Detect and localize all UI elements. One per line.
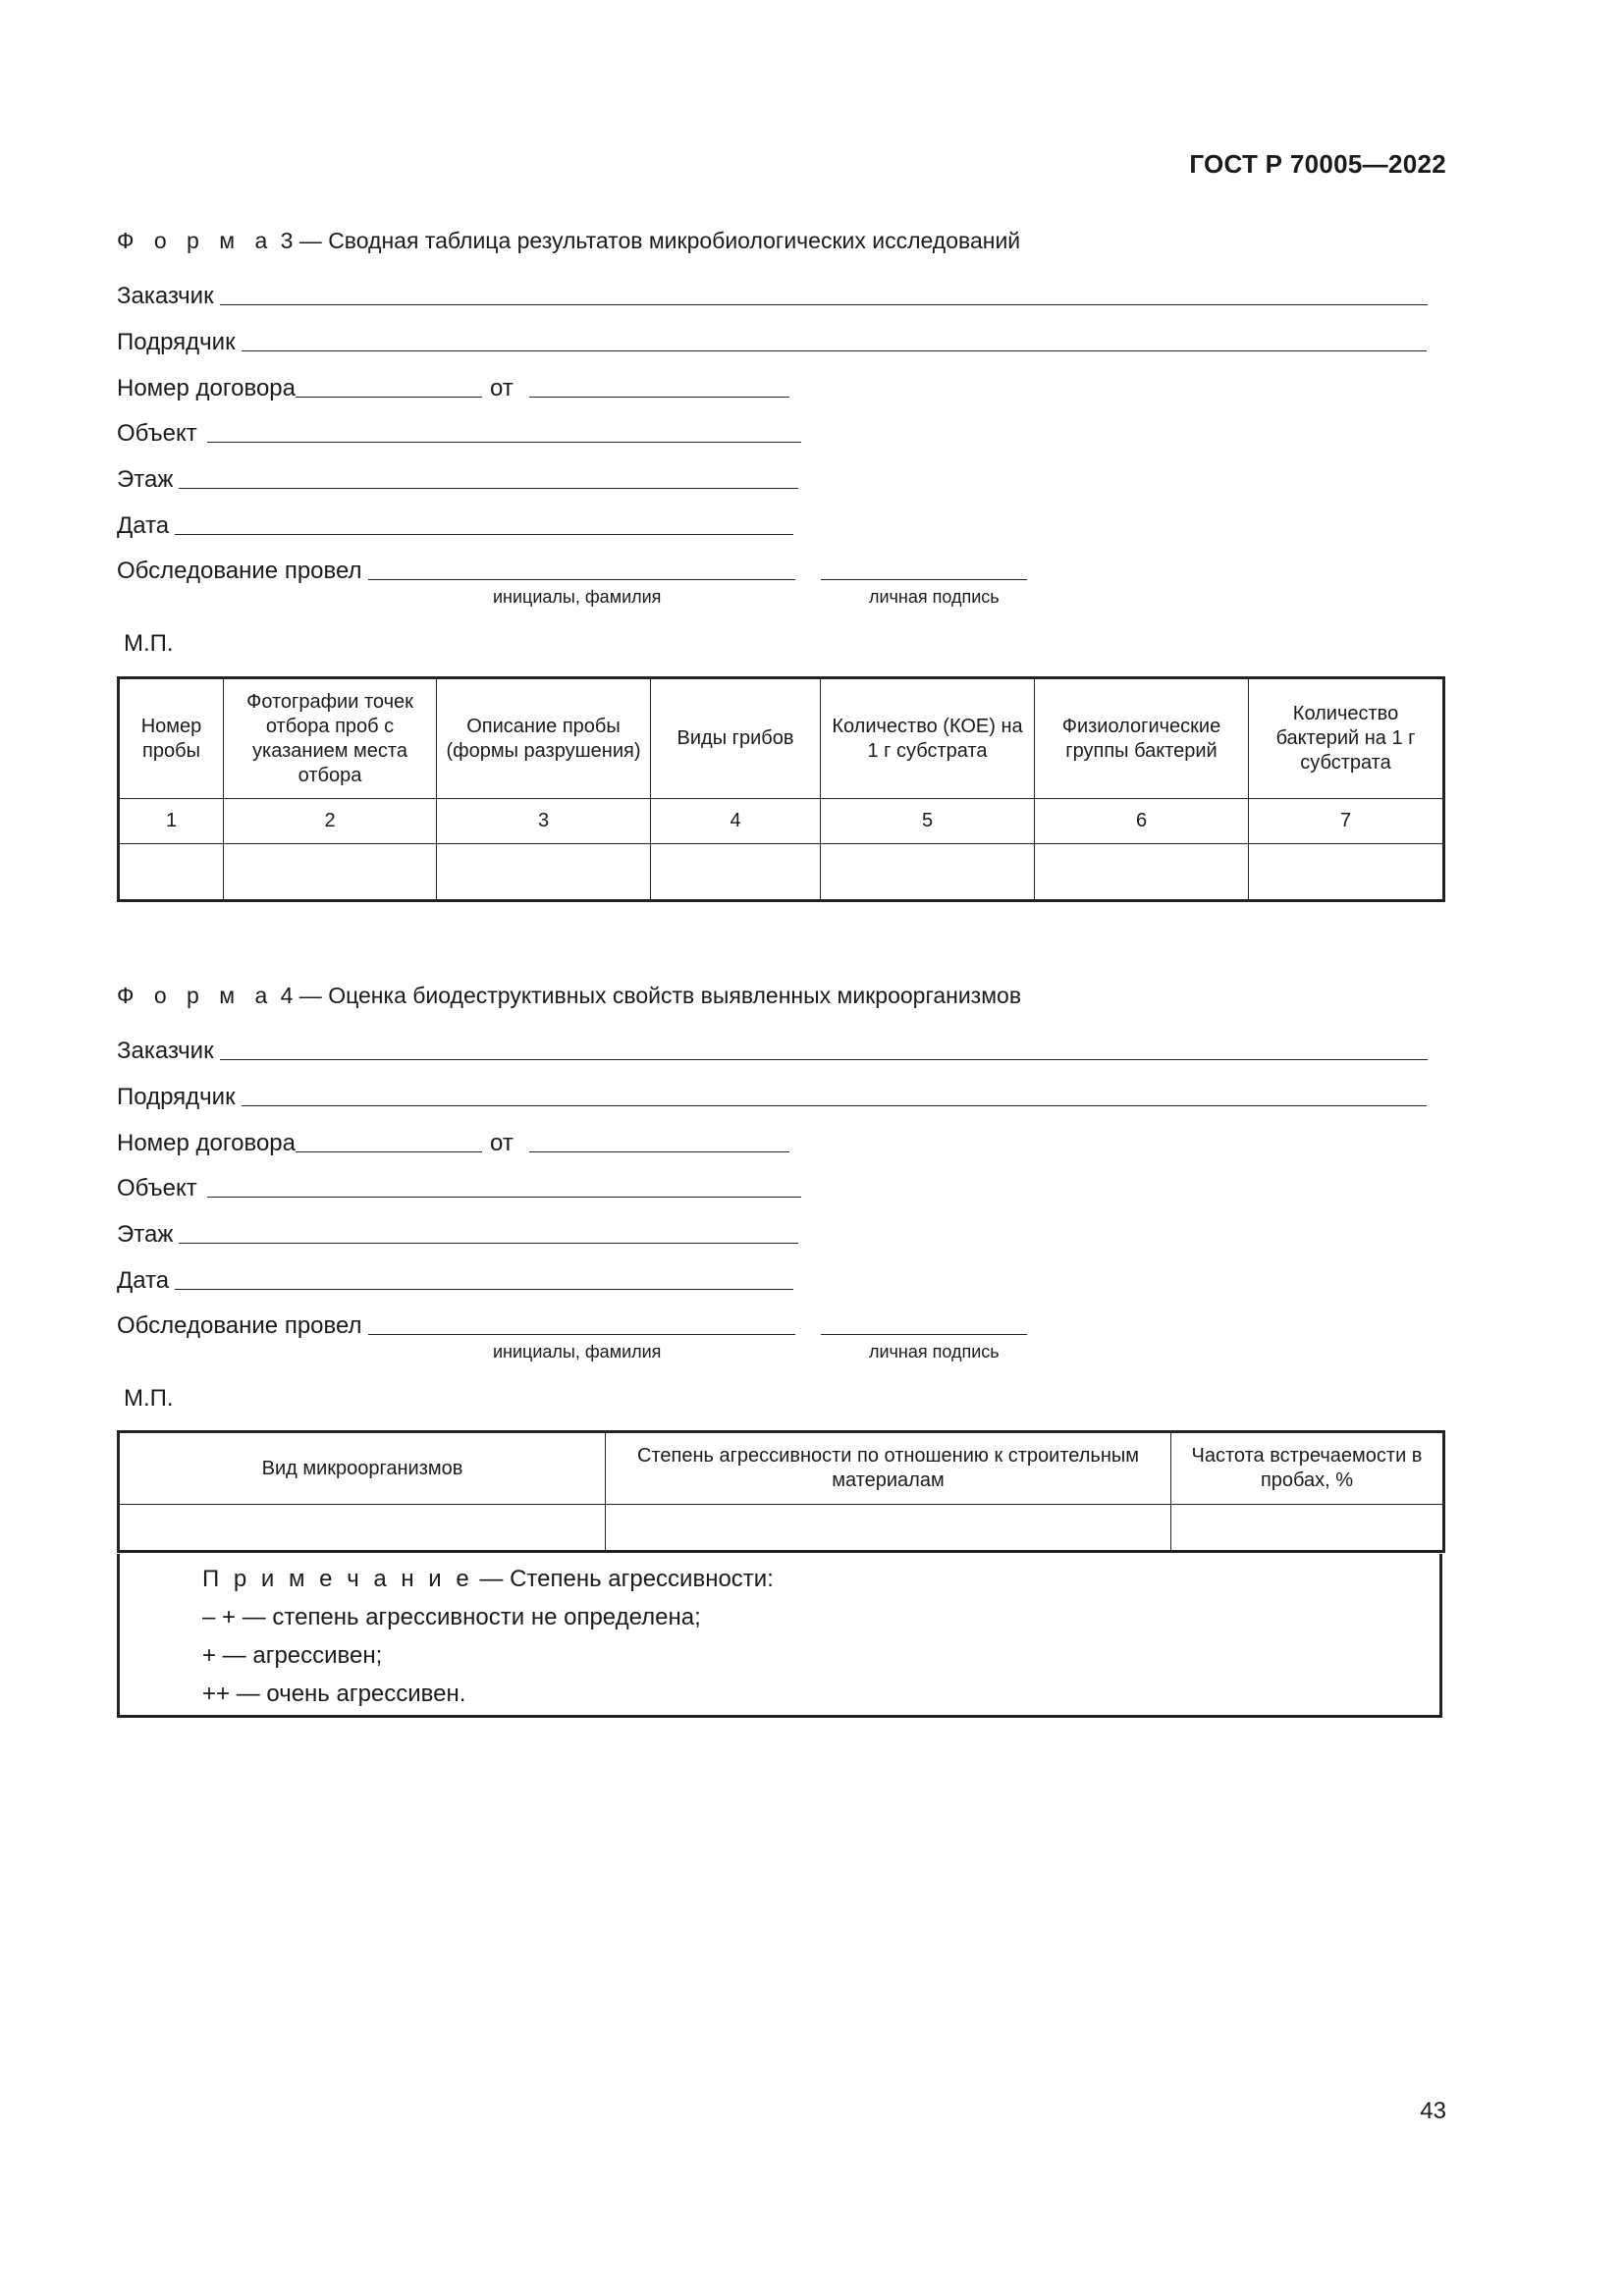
- form3-empty-cell[interactable]: [651, 844, 821, 901]
- form3-object-label: Объект: [117, 420, 197, 447]
- form3-inspector-name-line[interactable]: [368, 578, 795, 580]
- form3-contract-label: Номер договора: [117, 375, 296, 401]
- form3-floor-line[interactable]: [179, 487, 798, 489]
- form4-header-row: [119, 1432, 1444, 1505]
- form3-signature-line[interactable]: [821, 578, 1027, 580]
- form3-contract-field: [117, 373, 789, 402]
- form4-note-label: П р и м е ч а н и е: [202, 1566, 473, 1592]
- form3-floor-field: [117, 464, 798, 494]
- form3-title: [117, 228, 1020, 254]
- form4-from-label: от: [490, 1130, 514, 1156]
- form4-empty-cell[interactable]: [606, 1505, 1171, 1552]
- form4-customer-label: Заказчик: [117, 1038, 214, 1064]
- form4-empty-row: [119, 1505, 1444, 1552]
- form4-floor-line[interactable]: [179, 1242, 798, 1244]
- form3-empty-cell[interactable]: [1035, 844, 1249, 901]
- form4-stamp-mark: М.П.: [124, 1385, 174, 1412]
- form3-stamp-mark: М.П.: [124, 630, 174, 657]
- form4-note-item: – + — степень агрессивности не определена;: [202, 1604, 701, 1630]
- form3-number-row: [119, 799, 1444, 844]
- form3-col-header: Описание пробы (формы разрушения): [437, 678, 651, 799]
- form3-contract-date-line[interactable]: [529, 396, 789, 398]
- form4-note-item: ++ — очень агрессивен.: [202, 1681, 466, 1707]
- form3-initials-caption: инициалы, фамилия: [493, 587, 662, 607]
- form3-col-header: Фотографии точек отбора проб с указанием места отбора: [224, 678, 437, 799]
- form3-object-field: [117, 418, 801, 448]
- form3-from-label: от: [490, 375, 514, 401]
- form4-empty-cell[interactable]: [119, 1505, 606, 1552]
- form3-results-table: [117, 676, 1445, 902]
- form4-empty-cell[interactable]: [1171, 1505, 1444, 1552]
- form3-empty-cell[interactable]: [821, 844, 1035, 901]
- form4-object-label: Объект: [117, 1175, 197, 1201]
- form3-inspector-field: [117, 556, 1027, 585]
- form3-floor-label: Этаж: [117, 466, 174, 493]
- form3-col-number: 2: [224, 799, 437, 844]
- form4-contract-number-line[interactable]: [296, 1150, 482, 1152]
- form4-contract-label: Номер договора: [117, 1130, 296, 1156]
- page-number: 43: [1420, 2098, 1446, 2124]
- form4-date-line[interactable]: [175, 1288, 793, 1290]
- form3-empty-row: [119, 844, 1444, 901]
- form4-initials-caption: инициалы, фамилия: [493, 1342, 662, 1362]
- form4-contractor-label: Подрядчик: [117, 1084, 236, 1110]
- form3-title-text: 3 — Сводная таблица результатов микробиологических исследований: [280, 228, 1021, 253]
- form4-contract-date-line[interactable]: [529, 1150, 789, 1152]
- form4-date-field: [117, 1265, 793, 1295]
- form3-col-number: 3: [437, 799, 651, 844]
- form3-col-number: 1: [119, 799, 224, 844]
- form4-customer-line[interactable]: [220, 1058, 1428, 1060]
- form3-contractor-line[interactable]: [242, 349, 1427, 351]
- form3-empty-cell[interactable]: [1249, 844, 1444, 901]
- form3-col-header: Виды грибов: [651, 678, 821, 799]
- document-code: ГОСТ Р 70005—2022: [1189, 149, 1446, 179]
- form3-col-header: Количество бактерий на 1 г субстрата: [1249, 678, 1444, 799]
- form3-empty-cell[interactable]: [437, 844, 651, 901]
- form3-date-label: Дата: [117, 512, 170, 539]
- form4-inspector-label: Обследование провел: [117, 1312, 362, 1339]
- form3-customer-line[interactable]: [220, 303, 1428, 305]
- form4-col-header: Степень агрессивности по отношению к строительным материалам: [606, 1432, 1171, 1505]
- form4-note-heading: [202, 1566, 774, 1593]
- form3-customer-label: Заказчик: [117, 283, 214, 309]
- form4-floor-field: [117, 1219, 798, 1249]
- form4-note-title: — Степень агрессивности:: [479, 1566, 774, 1592]
- form3-col-header: Количество (КОЕ) на 1 г субстрата: [821, 678, 1035, 799]
- form4-object-field: [117, 1173, 801, 1202]
- form3-col-number: 5: [821, 799, 1035, 844]
- form4-date-label: Дата: [117, 1267, 170, 1294]
- form4-assessment-table: [117, 1430, 1445, 1553]
- form3-header-row: [119, 678, 1444, 799]
- form4-contractor-field: [117, 1082, 1427, 1111]
- form3-contract-number-line[interactable]: [296, 396, 482, 398]
- form4-floor-label: Этаж: [117, 1221, 174, 1248]
- form4-title-text: 4 — Оценка биодеструктивных свойств выявленных микроорганизмов: [280, 983, 1022, 1008]
- form3-col-header: Физиологические группы бактерий: [1035, 678, 1249, 799]
- form4-inspector-field: [117, 1310, 1027, 1340]
- form3-date-field: [117, 510, 793, 540]
- form3-signature-caption: личная подпись: [869, 587, 1000, 607]
- form4-object-line[interactable]: [207, 1196, 801, 1198]
- form4-title-prefix: Ф о р м а: [117, 983, 275, 1008]
- form3-object-line[interactable]: [207, 441, 801, 443]
- form4-inspector-name-line[interactable]: [368, 1333, 795, 1335]
- form4-signature-caption: личная подпись: [869, 1342, 1000, 1362]
- form4-signature-line[interactable]: [821, 1333, 1027, 1335]
- form4-contractor-line[interactable]: [242, 1104, 1427, 1106]
- form3-col-number: 7: [1249, 799, 1444, 844]
- form3-date-line[interactable]: [175, 533, 793, 535]
- form3-contractor-field: [117, 327, 1427, 356]
- form4-note-item: + — агрессивен;: [202, 1642, 383, 1669]
- form3-col-header: Номер пробы: [119, 678, 224, 799]
- form4-title: [117, 983, 1021, 1009]
- form3-col-number: 6: [1035, 799, 1249, 844]
- form3-title-prefix: Ф о р м а: [117, 228, 275, 253]
- form4-col-header: Вид микроорганизмов: [119, 1432, 606, 1505]
- form3-col-number: 4: [651, 799, 821, 844]
- form3-empty-cell[interactable]: [119, 844, 224, 901]
- form4-col-header: Частота встречаемости в пробах, %: [1171, 1432, 1444, 1505]
- form3-contractor-label: Подрядчик: [117, 329, 236, 355]
- form3-empty-cell[interactable]: [224, 844, 437, 901]
- form3-inspector-label: Обследование провел: [117, 558, 362, 584]
- form4-customer-field: [117, 1036, 1428, 1065]
- form3-customer-field: [117, 281, 1428, 310]
- form4-contract-field: [117, 1128, 789, 1157]
